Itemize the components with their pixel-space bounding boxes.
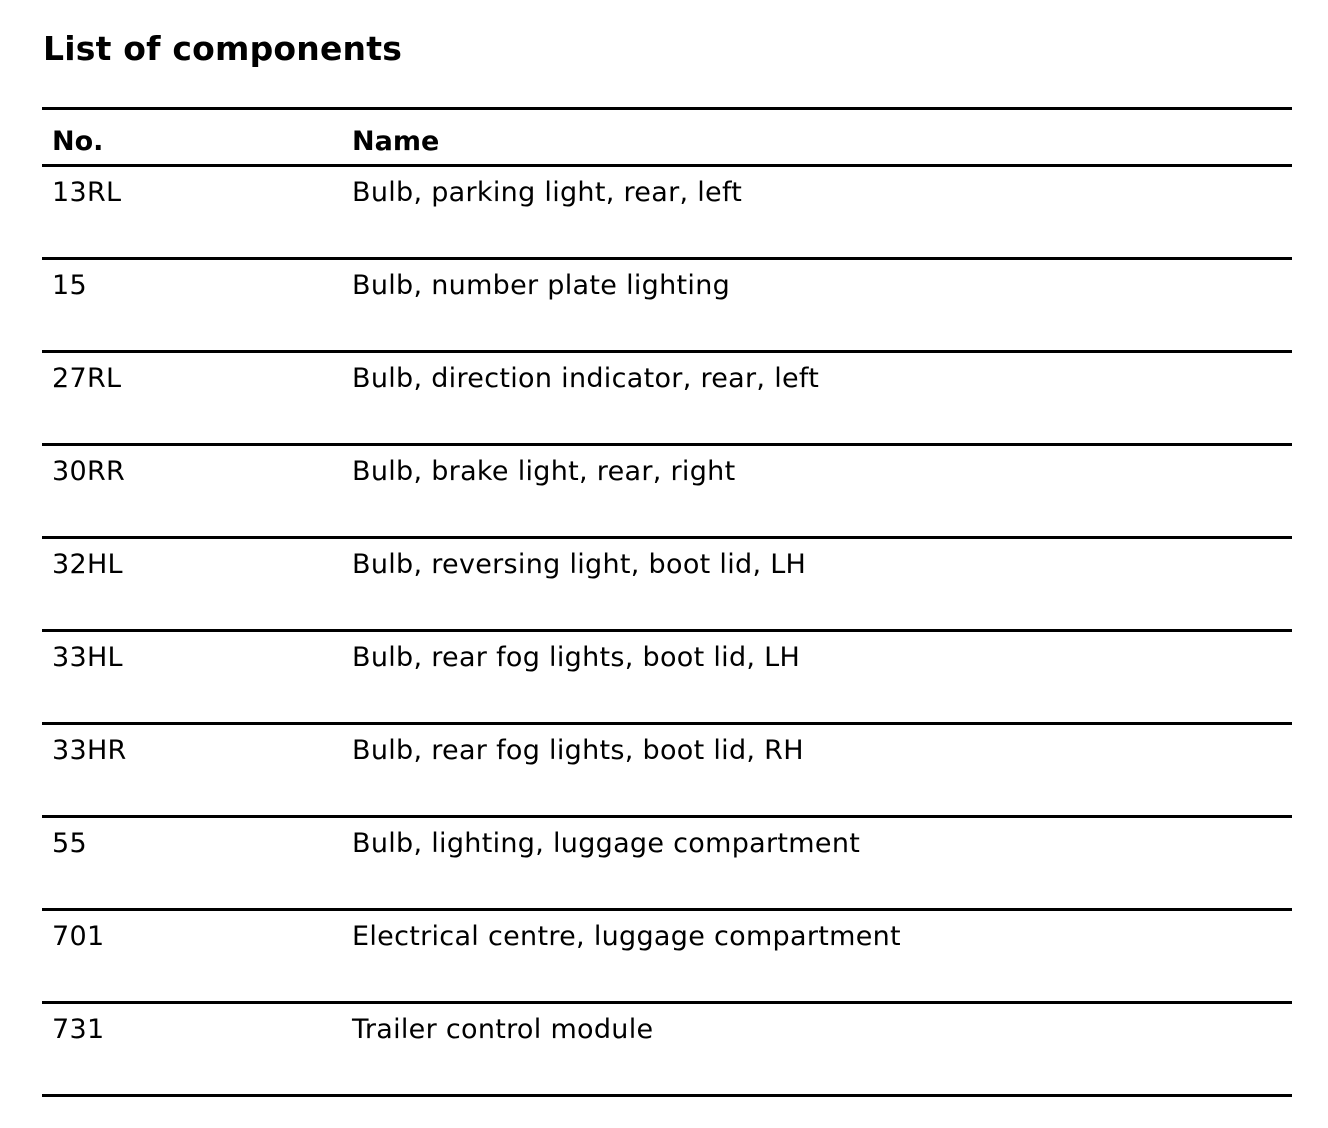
component-number: 55 xyxy=(52,828,87,859)
component-number: 33HR xyxy=(52,735,127,766)
component-name: Bulb, lighting, luggage compartment xyxy=(352,828,861,859)
table-row xyxy=(42,259,1292,352)
table-row xyxy=(42,910,1292,1003)
component-number: 30RR xyxy=(52,456,126,487)
column-header-no: No. xyxy=(52,126,104,157)
component-number: 701 xyxy=(52,921,105,952)
component-number: 731 xyxy=(52,1014,105,1045)
table-row xyxy=(42,166,1292,259)
components-table xyxy=(42,107,1292,1097)
component-name: Bulb, reversing light, boot lid, LH xyxy=(352,549,807,580)
table-body xyxy=(42,166,1292,1096)
component-number: 27RL xyxy=(52,363,122,394)
table-row xyxy=(42,631,1292,724)
component-name: Trailer control module xyxy=(352,1014,654,1045)
component-name: Bulb, rear fog lights, boot lid, RH xyxy=(352,735,804,766)
table-row xyxy=(42,538,1292,631)
table-row xyxy=(42,724,1292,817)
column-header-name: Name xyxy=(352,126,440,157)
component-name: Bulb, rear fog lights, boot lid, LH xyxy=(352,642,801,673)
component-number: 13RL xyxy=(52,177,122,208)
component-name: Bulb, brake light, rear, right xyxy=(352,456,736,487)
table-row xyxy=(42,817,1292,910)
component-name: Bulb, number plate lighting xyxy=(352,270,731,301)
component-name: Electrical centre, luggage compartment xyxy=(352,921,901,952)
component-name: Bulb, parking light, rear, left xyxy=(352,177,743,208)
table-row xyxy=(42,1003,1292,1096)
component-number: 32HL xyxy=(52,549,123,580)
page-title: List of components xyxy=(43,29,403,68)
component-name: Bulb, direction indicator, rear, left xyxy=(352,363,820,394)
table-header-row xyxy=(42,109,1292,166)
component-number: 33HL xyxy=(52,642,123,673)
table-row xyxy=(42,445,1292,538)
table-header xyxy=(42,109,1292,166)
table-row xyxy=(42,352,1292,445)
component-number: 15 xyxy=(52,270,87,301)
